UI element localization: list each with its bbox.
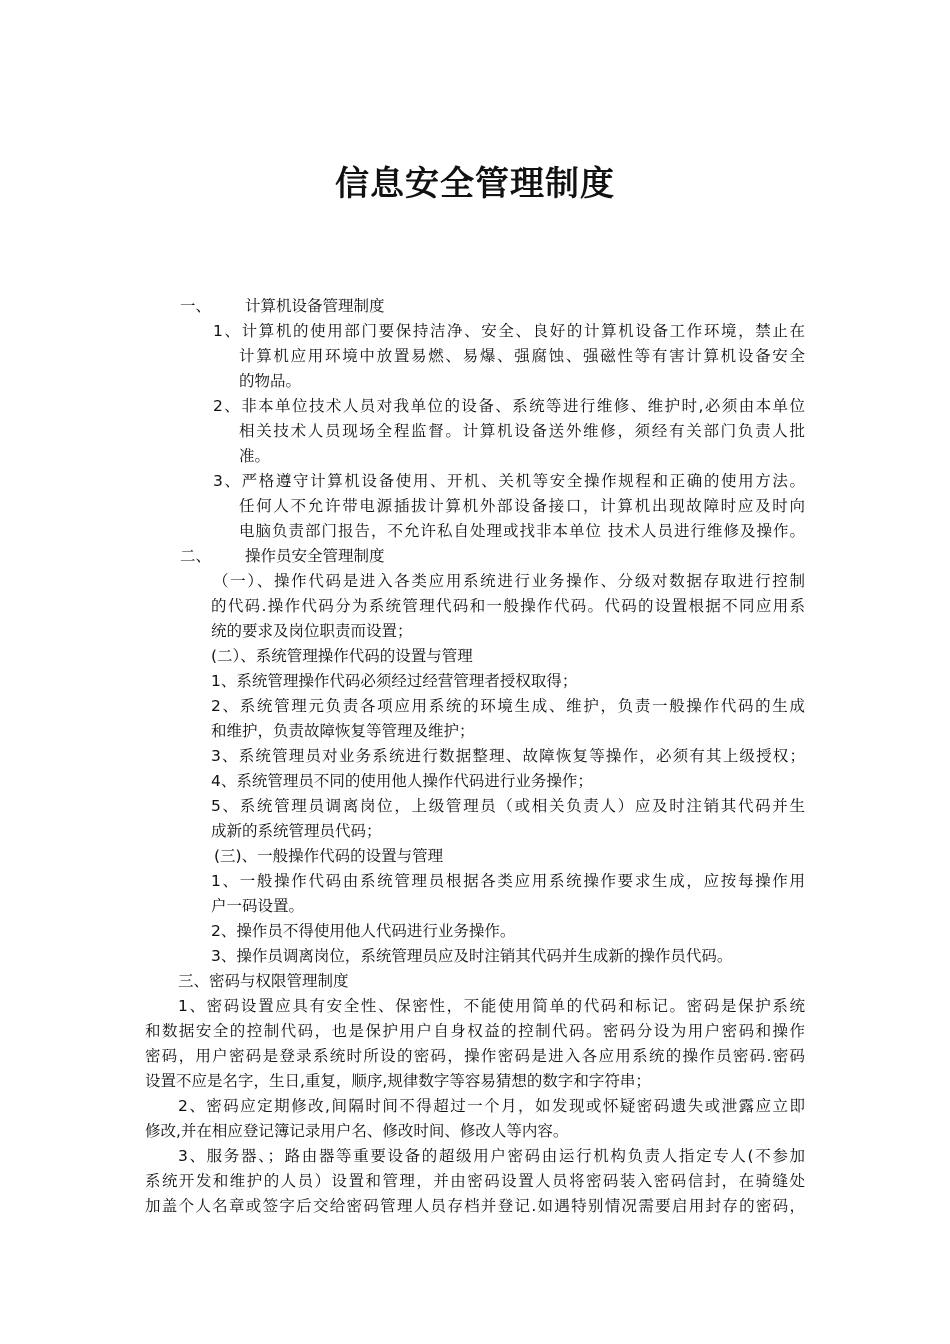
body-line: 1、一般操作代码由系统管理员根据各类应用系统操作要求生成，应按每操作用 bbox=[211, 872, 805, 890]
body-line: 系统开发和维护的人员）设置和管理，并由密码设置人员将密码装入密码信封，在骑缝处 bbox=[145, 1172, 805, 1190]
body-line: 1、密码设置应具有安全性、保密性，不能使用简单的代码和标记。密码是保护系统 bbox=[178, 997, 805, 1015]
body-line: 1、系统管理操作代码必须经过经营管理者授权取得； bbox=[211, 672, 578, 690]
body-line: 一、 bbox=[180, 297, 212, 315]
body-line: 2、非本单位技术人员对我单位的设备、系统等进行维修、维护时,必须由本单位 bbox=[213, 397, 805, 415]
body-line: 三、密码与权限管理制度 bbox=[178, 972, 349, 990]
body-line: 3、服务器、；路由器等重要设备的超级用户密码由运行机构负责人指定专人(不参加 bbox=[178, 1147, 805, 1165]
body-line: 的物品。 bbox=[239, 372, 302, 390]
body-line: 二、 bbox=[180, 547, 212, 565]
body-line: 户一码设置。 bbox=[211, 897, 305, 915]
body-line: (三)、一般操作代码的设置与管理 bbox=[214, 847, 444, 865]
body-line: 3、严格遵守计算机设备使用、开机、关机等安全操作规程和正确的使用方法。 bbox=[213, 472, 805, 490]
body-line: 2、系统管理元负责各项应用系统的环境生成、维护，负责一般操作代码的生成 bbox=[211, 697, 805, 715]
body-line: 准。 bbox=[239, 447, 271, 465]
body-line: 计算机设备管理制度 bbox=[245, 297, 385, 315]
body-line: 计算机应用环境中放置易燃、易爆、强腐蚀、强磁性等有害计算机设备安全 bbox=[239, 347, 805, 365]
body-line: 5、系统管理员调离岗位，上级管理员（或相关负责人）应及时注销其代码并生 bbox=[211, 797, 805, 815]
body-line: 任何人不允许带电源插拔计算机外部设备接口，计算机出现故障时应及时向 bbox=[239, 497, 805, 515]
body-line: 3、操作员调离岗位，系统管理员应及时注销其代码并生成新的操作员代码。 bbox=[211, 947, 733, 965]
body-line: 3、系统管理员对业务系统进行数据整理、故障恢复等操作，必须有其上级授权； bbox=[211, 747, 805, 765]
body-line: 成新的系统管理员代码； bbox=[211, 822, 382, 840]
body-line: 密码，用户密码是登录系统时所设的密码，操作密码是进入各应用系统的操作员密码.密码 bbox=[145, 1047, 805, 1065]
body-line: 电脑负责部门报告，不允许私自处理或找非本单位 技术人员进行维修及操作。 bbox=[239, 522, 805, 540]
body-line: (二）、系统管理操作代码的设置与管理 bbox=[211, 647, 473, 665]
body-line: 的代码.操作代码分为系统管理代码和一般操作代码。代码的设置根据不同应用系 bbox=[211, 597, 805, 615]
body-line: 2、密码应定期修改,间隔时间不得超过一个月，如发现或怀疑密码遗失或泄露应立即 bbox=[178, 1097, 805, 1115]
body-line: （一）、操作代码是进入各类应用系统进行业务操作、分级对数据存取进行控制 bbox=[213, 572, 805, 590]
body-line: 统的要求及岗位职责而设置； bbox=[211, 622, 413, 640]
document-title: 信息安全管理制度 bbox=[335, 164, 615, 204]
body-line: 加盖个人名章或签字后交给密码管理人员存档并登记.如遇特别情况需要启用封存的密码， bbox=[145, 1197, 805, 1215]
body-line: 相关技术人员现场全程监督。计算机设备送外维修，须经有关部门负责人批 bbox=[239, 422, 805, 440]
body-line: 设置不应是名字，生日,重复，顺序,规律数字等容易猜想的数字和字符串； bbox=[145, 1072, 651, 1090]
body-line: 修改,并在相应登记簿记录用户名、修改时间、修改人等内容。 bbox=[145, 1122, 569, 1140]
body-line: 4、系统管理员不同的使用他人操作代码进行业务操作； bbox=[211, 772, 593, 790]
body-line: 操作员安全管理制度 bbox=[245, 547, 385, 565]
body-line: 2、操作员不得使用他人代码进行业务操作。 bbox=[211, 922, 516, 940]
body-line: 和维护，负责故障恢复等管理及维护； bbox=[211, 722, 475, 740]
body-line: 和数据安全的控制代码，也是保护用户自身权益的控制代码。密码分设为用户密码和操作 bbox=[145, 1022, 805, 1040]
body-line: 1、计算机的使用部门要保持洁净、安全、良好的计算机设备工作环境，禁止在 bbox=[213, 322, 805, 340]
